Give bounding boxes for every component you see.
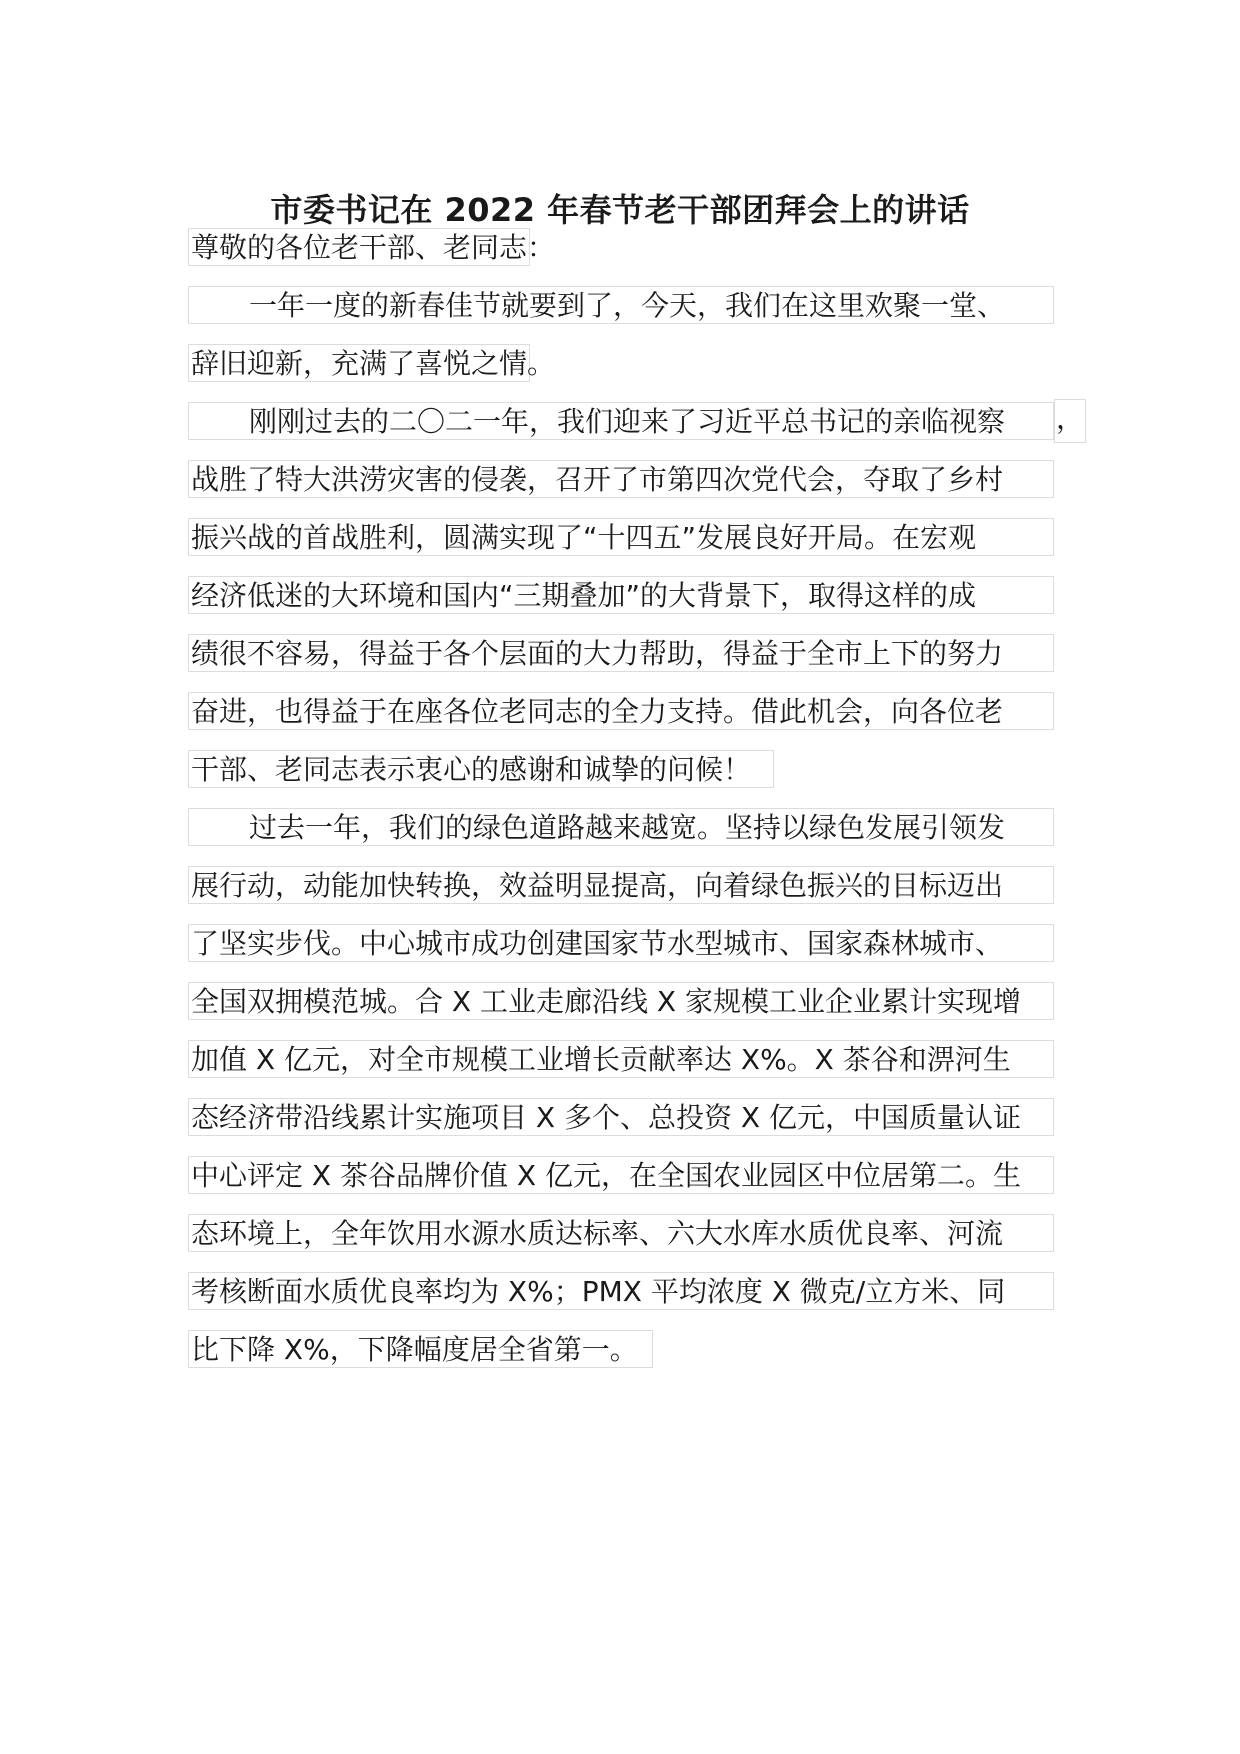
paragraph-3-line-1: 过去一年，我们的绿色道路越来越宽。坚持以绿色发展引领发	[188, 808, 1054, 846]
paragraph-2-trailing-comma: ，	[1054, 399, 1086, 443]
paragraph-1-line-1: 一年一度的新春佳节就要到了，今天，我们在这里欢聚一堂、	[188, 286, 1054, 324]
paragraph-2-line-3: 振兴战的首战胜利，圆满实现了“十四五”发展良好开局。在宏观	[188, 518, 1054, 556]
paragraph-3-line-9: 考核断面水质优良率均为 X%；PMX 平均浓度 X 微克/立方米、同	[188, 1272, 1054, 1310]
paragraph-3-line-4: 全国双拥模范城。合 X 工业走廊沿线 X 家规模工业企业累计实现增	[188, 982, 1054, 1020]
paragraph-3-line-8: 态环境上，全年饮用水源水质达标率、六大水库水质优良率、河流	[188, 1214, 1054, 1252]
paragraph-2-line-2: 战胜了特大洪涝灾害的侵袭，召开了市第四次党代会，夺取了乡村	[188, 460, 1054, 498]
paragraph-2-line-5: 绩很不容易，得益于各个层面的大力帮助，得益于全市上下的努力	[188, 634, 1054, 672]
paragraph-3-line-10: 比下降 X%，下降幅度居全省第一。	[188, 1330, 653, 1368]
paragraph-1-line-2: 辞旧迎新，充满了喜悦之情。	[188, 344, 530, 382]
paragraph-3-line-5: 加值 X 亿元，对全市规模工业增长贡献率达 X%。X 茶谷和淠河生	[188, 1040, 1054, 1078]
salutation: 尊敬的各位老干部、老同志：	[188, 228, 530, 266]
paragraph-3-line-2: 展行动，动能加快转换，效益明显提高，向着绿色振兴的目标迈出	[188, 866, 1054, 904]
paragraph-2-line-4: 经济低迷的大环境和国内“三期叠加”的大背景下，取得这样的成	[188, 576, 1054, 614]
paragraph-2-line-6: 奋进，也得益于在座各位老同志的全力支持。借此机会，向各位老	[188, 692, 1054, 730]
paragraph-3-line-3: 了坚实步伐。中心城市成功创建国家节水型城市、国家森林城市、	[188, 924, 1054, 962]
document-title: 市委书记在 2022 年春节老干部团拜会上的讲话	[270, 191, 970, 229]
paragraph-2-line-1: 刚刚过去的二〇二一年，我们迎来了习近平总书记的亲临视察	[188, 402, 1054, 440]
paragraph-3-line-6: 态经济带沿线累计实施项目 X 多个、总投资 X 亿元，中国质量认证	[188, 1098, 1054, 1136]
paragraph-2-line-7: 干部、老同志表示衷心的感谢和诚挚的问候！	[188, 750, 774, 788]
paragraph-3-line-7: 中心评定 X 茶谷品牌价值 X 亿元，在全国农业园区中位居第二。生	[188, 1156, 1054, 1194]
